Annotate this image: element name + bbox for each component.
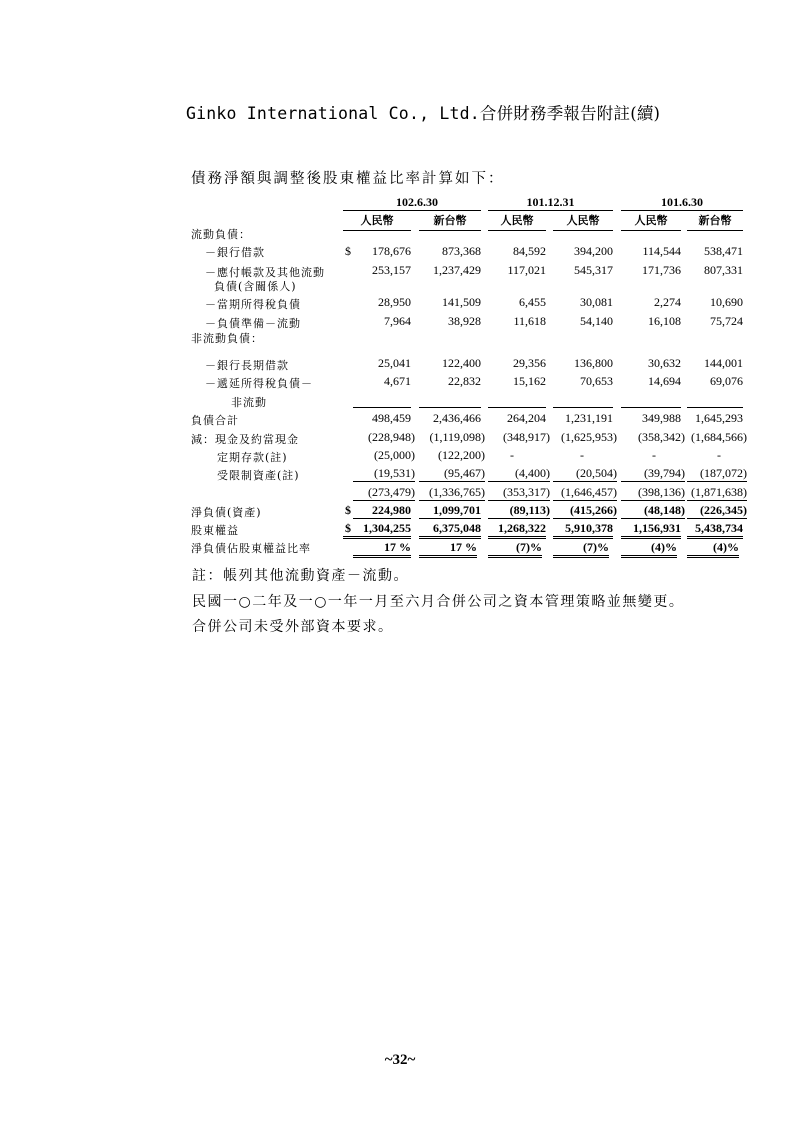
table-cell: 224,980 xyxy=(353,503,411,519)
period-rule xyxy=(621,210,743,211)
table-cell: - xyxy=(510,448,514,462)
table-cell: 114,544 xyxy=(642,244,681,258)
report-title: 合併財務季報告附註(續) xyxy=(479,104,661,123)
company-name: Ginko International Co., Ltd. xyxy=(186,104,480,123)
sum-rule xyxy=(488,407,546,408)
row-label: 淨負債(資產) xyxy=(191,506,262,519)
table-cell: (7)% xyxy=(553,540,609,558)
table-cell: (1,119,098) xyxy=(429,430,485,444)
table-cell: 117,021 xyxy=(507,263,546,277)
table-cell: 1,156,931 xyxy=(621,521,681,539)
row-label: －銀行借款 xyxy=(205,246,265,259)
table-cell: 15,162 xyxy=(513,374,546,388)
sum-rule xyxy=(687,407,743,408)
row-label: －應付帳款及其他流動 xyxy=(205,266,325,279)
row-label: 定期存款(註) xyxy=(217,451,288,464)
table-cell: 75,724 xyxy=(710,314,743,328)
table-cell: (95,467) xyxy=(419,466,485,482)
table-cell: 25,041 xyxy=(378,356,411,370)
table-cell: 84,592 xyxy=(513,244,546,258)
table-cell: 349,988 xyxy=(642,411,681,425)
table-cell: 171,736 xyxy=(642,263,681,277)
table-cell: (19,531) xyxy=(353,466,415,482)
table-cell: 6,455 xyxy=(519,295,546,309)
table-cell: 264,204 xyxy=(507,411,546,425)
table-cell: 28,950 xyxy=(378,295,411,309)
table-cell: 5,910,378 xyxy=(553,521,613,539)
table-cell: 178,676 xyxy=(372,244,411,258)
row-label: 減：現金及約當現金 xyxy=(191,433,299,446)
footnote: 註：帳列其他流動資產－流動。 xyxy=(192,568,409,584)
table-cell: 6,375,048 xyxy=(419,521,481,539)
table-cell: 22,832 xyxy=(448,374,481,388)
table-cell: 30,632 xyxy=(648,356,681,370)
table-cell: 1,268,322 xyxy=(488,521,546,539)
period-header: 101.6.30 xyxy=(661,195,703,209)
period-header: 101.12.31 xyxy=(526,195,575,209)
row-label: －負債準備－流動 xyxy=(205,317,301,330)
table-cell: (398,136) xyxy=(621,485,685,501)
table-cell: (25,000) xyxy=(374,448,415,462)
table-cell: 30,081 xyxy=(580,295,613,309)
row-label: 非流動 xyxy=(231,396,267,409)
dollar-sign: $ xyxy=(345,521,351,535)
note-paragraph: 民國一○二年及一○一年一月至六月合併公司之資本管理策略並無變更。 xyxy=(192,594,685,610)
row-label: 負債合計 xyxy=(191,414,239,427)
table-cell: 11,618 xyxy=(513,314,546,328)
table-cell: 2,274 xyxy=(654,295,681,309)
table-cell: 70,653 xyxy=(580,374,613,388)
sum-rule xyxy=(419,407,481,408)
table-cell: (39,794) xyxy=(621,466,685,482)
table-cell: 16,108 xyxy=(648,314,681,328)
table-cell: (415,266) xyxy=(553,503,617,519)
table-cell: (1,684,566) xyxy=(691,430,747,444)
table-cell: (273,479) xyxy=(353,485,415,501)
table-cell: (1,336,765) xyxy=(419,485,485,501)
table-cell: (226,345) xyxy=(687,503,747,519)
table-cell: 498,459 xyxy=(372,411,411,425)
table-cell: (4,400) xyxy=(488,466,550,482)
table-cell: 545,317 xyxy=(574,263,613,277)
table-cell: - xyxy=(652,448,656,462)
table-cell: - xyxy=(717,448,721,462)
table-cell: 807,331 xyxy=(704,263,743,277)
table-cell: (348,917) xyxy=(503,430,550,444)
sum-rule xyxy=(353,407,411,408)
note-paragraph: 合併公司未受外部資本要求。 xyxy=(192,619,394,635)
currency-header: 人民幣 xyxy=(343,212,411,231)
row-label: －遞延所得稅負債－ xyxy=(205,377,313,390)
table-cell: 1,099,701 xyxy=(419,503,481,519)
row-label: 非流動負債： xyxy=(191,332,263,345)
table-cell: (122,200) xyxy=(438,448,485,462)
table-cell: 253,157 xyxy=(372,263,411,277)
table-cell: 17 % xyxy=(419,540,477,558)
table-cell: 54,140 xyxy=(580,314,613,328)
table-cell: (358,342) xyxy=(638,430,685,444)
table-cell: (20,504) xyxy=(553,466,617,482)
page-number: ~32~ xyxy=(384,1052,416,1068)
table-cell: 141,509 xyxy=(442,295,481,309)
table-cell: 4,671 xyxy=(384,374,411,388)
table-cell: 29,356 xyxy=(513,356,546,370)
table-cell: 873,368 xyxy=(442,244,481,258)
table-cell: (353,317) xyxy=(488,485,550,501)
table-cell: (1,625,953) xyxy=(561,430,617,444)
table-cell: (1,871,638) xyxy=(687,485,747,501)
period-header: 102.6.30 xyxy=(396,195,438,209)
table-cell: 538,471 xyxy=(704,244,743,258)
row-label: 受限制資產(註) xyxy=(217,469,300,482)
row-label: 淨負債佔股東權益比率 xyxy=(191,542,311,555)
table-cell: 1,645,293 xyxy=(695,411,743,425)
table-cell: (48,148) xyxy=(621,503,685,519)
table-cell: 144,001 xyxy=(704,356,743,370)
sum-rule xyxy=(553,407,613,408)
table-cell: (228,948) xyxy=(368,430,415,444)
table-cell: (187,072) xyxy=(687,466,747,482)
row-label: －當期所得稅負債 xyxy=(205,298,301,311)
dollar-sign: $ xyxy=(345,244,351,258)
table-cell: 1,304,255 xyxy=(343,521,411,539)
dollar-sign: $ xyxy=(345,503,351,517)
period-rule xyxy=(488,210,613,211)
table-cell: 17 % xyxy=(353,540,411,558)
table-cell: 5,438,734 xyxy=(687,521,743,539)
table-cell: 69,076 xyxy=(710,374,743,388)
period-rule xyxy=(343,210,481,211)
row-label: 股東權益 xyxy=(191,524,239,537)
table-cell: 14,694 xyxy=(648,374,681,388)
page-title xyxy=(186,100,660,124)
table-cell: 136,800 xyxy=(574,356,613,370)
table-cell: 1,231,191 xyxy=(565,411,613,425)
currency-header: 新台幣 xyxy=(419,212,481,231)
table-cell: 122,400 xyxy=(442,356,481,370)
table-cell: (89,113) xyxy=(488,503,550,519)
table-cell: 394,200 xyxy=(574,244,613,258)
table-cell: (4)% xyxy=(687,540,739,558)
row-label: 負債(含關係人) xyxy=(214,280,297,293)
sum-rule xyxy=(621,407,681,408)
table-cell: 2,436,466 xyxy=(433,411,481,425)
table-cell: (7)% xyxy=(488,540,542,558)
table-cell: 10,690 xyxy=(710,295,743,309)
table-cell: - xyxy=(580,448,584,462)
currency-header: 人民幣 xyxy=(621,212,681,231)
table-cell: 1,237,429 xyxy=(433,263,481,277)
table-cell: (1,646,457) xyxy=(553,485,617,501)
row-label: －銀行長期借款 xyxy=(205,359,289,372)
row-label: 流動負債： xyxy=(191,228,251,241)
currency-header: 人民幣 xyxy=(488,212,546,231)
currency-header: 新台幣 xyxy=(687,212,743,231)
intro-text: 債務淨額與調整後股東權益比率計算如下： xyxy=(191,171,505,187)
table-cell: 38,928 xyxy=(448,314,481,328)
table-cell: (4)% xyxy=(621,540,677,558)
table-cell: 7,964 xyxy=(384,314,411,328)
currency-header: 人民幣 xyxy=(553,212,613,231)
